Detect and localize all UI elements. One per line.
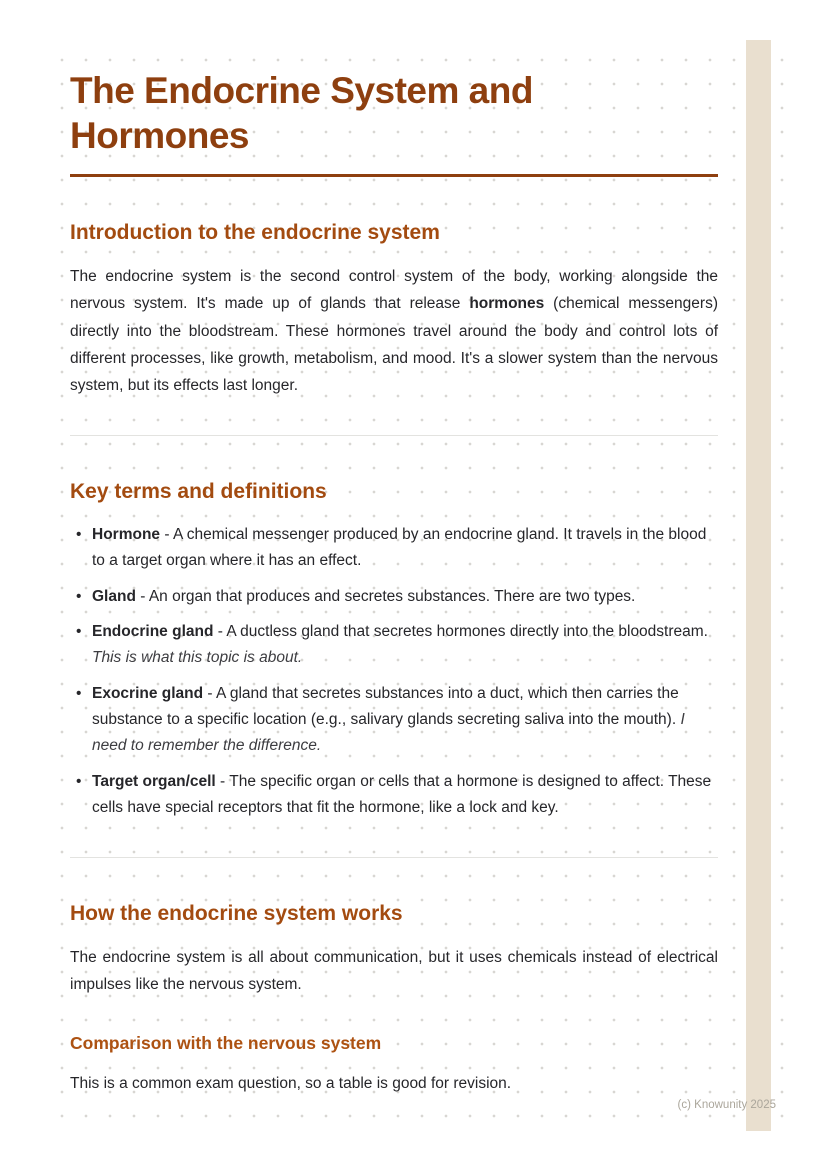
- section-divider: [70, 857, 718, 858]
- notebook-sheet: [40, 40, 790, 1131]
- document-content: [70, 68, 718, 1097]
- list-item: [70, 619, 718, 672]
- section-heading-how-it-works: How the endocrine system works: [70, 902, 403, 926]
- term-text: An organ that produces and secretes substances. There are two types.: [148, 587, 636, 605]
- list-item: [70, 769, 718, 822]
- term-name: Endocrine gland: [92, 622, 214, 640]
- watermark: (c) Knowunity 2025: [677, 1099, 776, 1111]
- intro-bold-term: hormones: [469, 295, 545, 313]
- term-note: This is what this topic is about.: [92, 649, 303, 667]
- key-terms-list: [70, 522, 718, 821]
- how-it-works-paragraph: The endocrine system is all about communication, but it uses chemicals instead of electrical impulses like the nervous system.: [70, 949, 718, 994]
- notebook-margin-stripe: [746, 40, 771, 1131]
- term-text: A chemical messenger produced by an endocrine gland. It travels in the blood to a target organ where it has an effect.: [92, 525, 707, 570]
- term-name: Target organ/cell: [92, 772, 216, 790]
- bullet-icon: •: [76, 772, 82, 790]
- list-item: [70, 584, 718, 610]
- page-title: The Endocrine System and Hormones: [70, 70, 533, 157]
- bullet-icon: •: [76, 684, 82, 702]
- term-note: I need to remember the difference.: [92, 710, 685, 755]
- term-text: The specific organ or cells that a hormone is designed to affect. These cells have special receptors that fit the hormone, like a lock and key.: [92, 772, 712, 816]
- term-definition: [92, 584, 718, 610]
- term-name: Hormone: [92, 525, 161, 543]
- intro-text-after: (chemical messengers) directly into the bloodstream. These hormones travel around the body and control lots of different processes, like growth, metabolism, and mood. It's a slower system than the nervous system, but its effects last longer.: [70, 295, 718, 394]
- term-definition: [92, 769, 718, 822]
- intro-text-before: The endocrine system is the second control system of the body, working alongside the nervous system. It's made up of glands that release: [70, 268, 718, 313]
- term-separator: -: [213, 622, 227, 640]
- term-separator: -: [160, 525, 173, 543]
- term-definition: [92, 522, 718, 575]
- bullet-icon: •: [76, 587, 82, 605]
- term-name: Exocrine gland: [92, 684, 204, 702]
- list-item: [70, 681, 718, 760]
- bullet-icon: •: [76, 525, 82, 543]
- term-name: Gland: [92, 587, 136, 605]
- term-text: A gland that secretes substances into a duct, which then carries the substance to a specific location (e.g., salivary glands secreting saliva into the mouth).: [92, 684, 681, 728]
- term-separator: -: [135, 587, 149, 605]
- subsection-heading-comparison: Comparison with the nervous system: [70, 1032, 382, 1053]
- term-definition: [92, 681, 718, 760]
- title-divider: [70, 174, 718, 177]
- term-text: A ductless gland that secretes hormones directly into the bloodstream.: [226, 622, 708, 640]
- section-heading-introduction: Introduction to the endocrine system: [70, 221, 440, 245]
- bullet-icon: •: [76, 622, 82, 640]
- comparison-paragraph: This is a common exam question, so a table is good for revision.: [70, 1074, 512, 1092]
- section-heading-key-terms: Key terms and definitions: [70, 479, 327, 503]
- term-definition: [92, 619, 718, 672]
- term-separator: -: [215, 772, 230, 790]
- term-separator: -: [203, 684, 217, 702]
- section-divider: [70, 435, 718, 436]
- intro-paragraph: [70, 263, 718, 399]
- list-item: [70, 522, 718, 575]
